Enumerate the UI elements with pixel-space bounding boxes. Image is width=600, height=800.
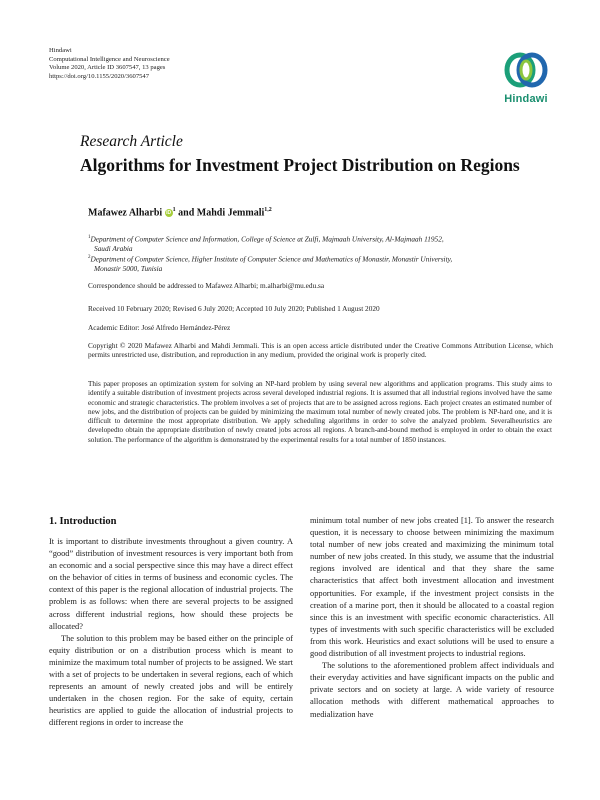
journal-name: Computational Intelligence and Neuroscience bbox=[49, 55, 170, 63]
doi-link[interactable]: https://doi.org/10.1155/2020/3607547 bbox=[49, 73, 150, 81]
publisher-name: Hindawi bbox=[49, 47, 72, 54]
orcid-icon[interactable]: iD bbox=[166, 210, 172, 217]
publication-dates: Received 10 February 2020; Revised 6 July 2020; Accepted 10 July 2020; Published 1 August 2020 bbox=[88, 304, 380, 313]
author-line bbox=[88, 207, 272, 218]
section-heading: 1. Introduction bbox=[49, 516, 117, 527]
author-affiliation-marker: 1 bbox=[172, 207, 176, 213]
author-connector: and bbox=[175, 207, 197, 219]
hindawi-logo bbox=[496, 48, 556, 110]
affiliation-text: Department of Computer Science and Information, College of Science at Zulfi, Majmaah University, Al-Majmaah 11952, bbox=[90, 234, 444, 244]
affiliation-number: 2 bbox=[88, 255, 91, 260]
volume-info: Volume 2020, Article ID 3607547, 13 pages bbox=[49, 64, 166, 72]
author-name[interactable]: Mafawez Alharbi bbox=[88, 207, 163, 219]
hindawi-logo-icon bbox=[496, 48, 556, 94]
article-type: Research Article bbox=[80, 133, 183, 150]
affiliation bbox=[88, 253, 548, 273]
paragraph: minimum total number of new jobs created [1]. To answer the research question, it is necessary to choose between minimizing the maximum total number of new jobs created and maximizing the minimum total number of new jobs created. In this study, we assume that the industrial regions involved are identical and that they share the same characteristics that affect both investment allocation and investment opportunities. For example, if the investment project consists in the creation of a marine port, then it should be allocated to a coastal region since this is an investment with specific economic characteristics. All types of investments with such specific characteristics will be excluded from this work. Heuristics and exact solutions will be used to ensure a good distribution of all investment projects to industrial regions. bbox=[310, 516, 554, 659]
journal-meta bbox=[49, 47, 170, 82]
author-affiliation-marker: 1,2 bbox=[264, 207, 272, 213]
affiliation-number: 1 bbox=[88, 235, 91, 240]
abstract: This paper proposes an optimization system for solving an NP-hard problem by using several new algorithms and application programs. This study aims to identify a suitable distribution of investment projects across several developed industrial regions. It is assumed that all industrial regions involved have the same economic and strategic characteristics. The problem involves a set of projects that are to be assigned across regions. Each project creates an estimated number of new jobs, and the distribution of projects can be guided by minimizing the maximum total number of newly created jobs. The problem is NP-hard one, and it is difficult to determine the most appropriate distribution. We apply scheduling algorithms in order to solve the analyzed problem. Severalheuristics are developedto obtain the appropriate distribution of newly created jobs across all regions. A branch-and-bound method is employed in order to obtain the exact solution. The performance of the algorithm is demonstrated by the experimental results for a total number of 1850 instances. bbox=[88, 380, 552, 444]
logo-wordmark: Hindawi bbox=[504, 93, 548, 105]
body-column-left bbox=[49, 536, 293, 730]
correspondence: Correspondence should be addressed to Mafawez Alharbi; m.alharbi@mu.edu.sa bbox=[88, 281, 325, 290]
paragraph: It is important to distribute investments throughout a given country. A “good” distribution of investment resources is very important both from an economic and a social perspective since this may have a direct effect on the behavior of cities in terms of business and economic cycles. The context of this paper is the regional allocation of industrial projects. The problem is as follows: when there are several projects to be assigned across different industrial regions, how should these projects be allocated? bbox=[49, 537, 293, 631]
author-name[interactable]: Mahdi Jemmali bbox=[196, 207, 265, 219]
affiliation-text: Department of Computer Science, Higher Institute of Computer Science and Mathematics of Monastir, Monastir University, bbox=[90, 254, 453, 264]
affiliation bbox=[88, 233, 548, 253]
affiliation-text: Monastir 5000, Tunisia bbox=[94, 263, 163, 273]
paper-title: Algorithms for Investment Project Distribution on Regions bbox=[80, 155, 520, 175]
academic-editor: Academic Editor: José Alfredo Hernández-Pérez bbox=[88, 323, 231, 332]
paragraph: The solution to this problem may be based either on the principle of equity distribution or on a distribution process which is meant to minimize the maximum total number of projects to be assigned. We start with a set of projects to be undertaken in several regions, each of which represents an amount of newly created jobs and will be entirely undertaken in the chosen region. For the sake of equity, certain heuristics are applied to guide the allocation of industrial projects to different regions in order to increase the bbox=[49, 633, 293, 728]
body-column-right bbox=[310, 515, 554, 721]
paragraph: The solutions to the aforementioned problem affect individuals and their everyday activities and have significant impacts on the public and private sectors and on society at large. A wide variety of resource allocation methods with different mathematical approaches to medialization have bbox=[310, 661, 554, 719]
copyright-notice: Copyright © 2020 Mafawez Alharbi and Mahdi Jemmali. This is an open access article distributed under the Creative Commons Attribution License, which permits unrestricted use, distribution, and reproduction in any medium, provided the original work is properly cited. bbox=[88, 341, 553, 360]
affiliation-text: Saudi Arabia bbox=[94, 243, 133, 253]
